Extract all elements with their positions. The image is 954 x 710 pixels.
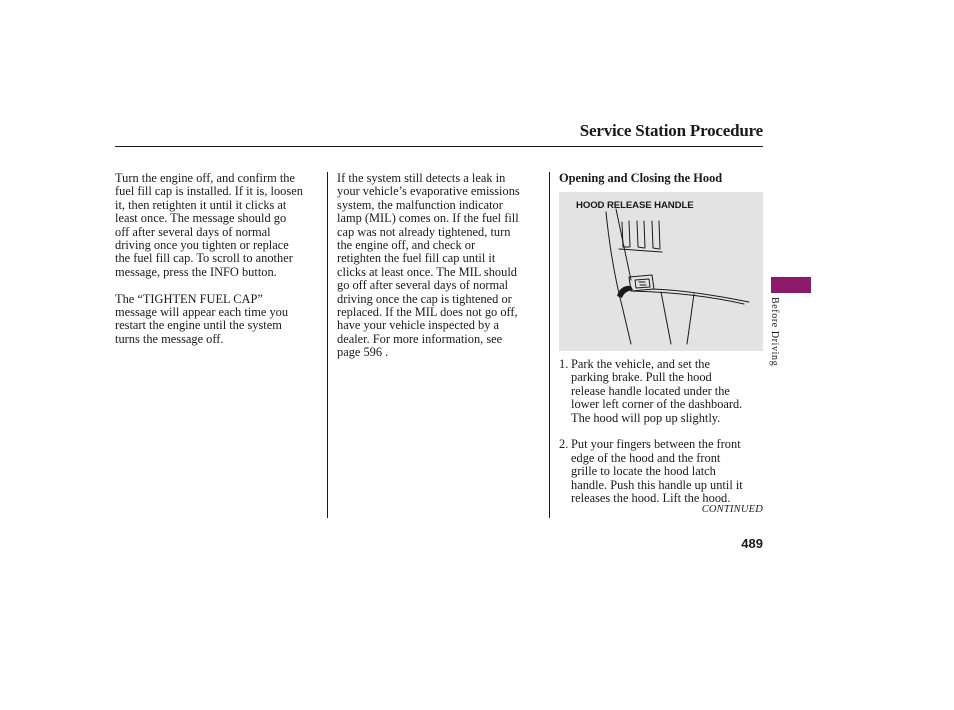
steps-list xyxy=(559,358,764,505)
column-2 xyxy=(337,172,543,360)
page-number: 489 xyxy=(741,536,763,551)
column-1 xyxy=(115,172,323,346)
section-heading: Opening and Closing the Hood xyxy=(559,171,723,185)
steps-block xyxy=(559,358,764,519)
list-item xyxy=(559,358,764,425)
paragraph: The “TIGHTEN FUEL CAP” message will appear each time you restart the engine until the system turns the message off. xyxy=(115,291,289,346)
step-text: Put your fingers between the front edge of the hood and the front grille to locate the hood latch handle. Push this handle up until it releases the hood. Lift the hood. xyxy=(571,437,743,506)
hood-release-illustration xyxy=(559,192,763,351)
title-rule xyxy=(115,146,763,147)
hood-release-figure xyxy=(559,192,763,351)
paragraph: Turn the engine off, and confirm the fuel fill cap is installed. If it is, loosen it, then retighten it until it clicks at least once. The message should go off after several days of normal driving once you tighten or replace the fuel fill cap. To scroll to another message, press the INFO button. xyxy=(115,171,303,279)
column-divider-1 xyxy=(327,172,328,518)
section-tab-label: Before Driving xyxy=(769,297,780,367)
continued-marker: CONTINUED xyxy=(701,504,763,515)
column-3 xyxy=(559,172,764,185)
step-number: 2. xyxy=(559,437,569,452)
list-item xyxy=(559,438,764,505)
column-divider-2 xyxy=(549,172,550,518)
step-number: 1. xyxy=(559,357,569,371)
step-text: Park the vehicle, and set the parking brake. Pull the hood release handle located under the lower left corner of the dashboard. The hood will pop up slightly. xyxy=(571,357,743,425)
figure-label: HOOD RELEASE HANDLE xyxy=(576,200,694,211)
section-tab xyxy=(771,277,811,293)
page-title: Service Station Procedure xyxy=(579,121,763,140)
paragraph: If the system still detects a leak in your vehicle’s evaporative emissions system, the malfunction indicator lamp (MIL) comes on. If the fuel fill cap was not already tightened, turn the engine off, and check or retighten the fuel fill cap until it clicks at least once. The MIL should go off after several days of normal driving once the cap is tightened or replaced. If the MIL does not go off, have your vehicle inspected by a dealer. For more information, see page 596 . xyxy=(337,171,520,360)
